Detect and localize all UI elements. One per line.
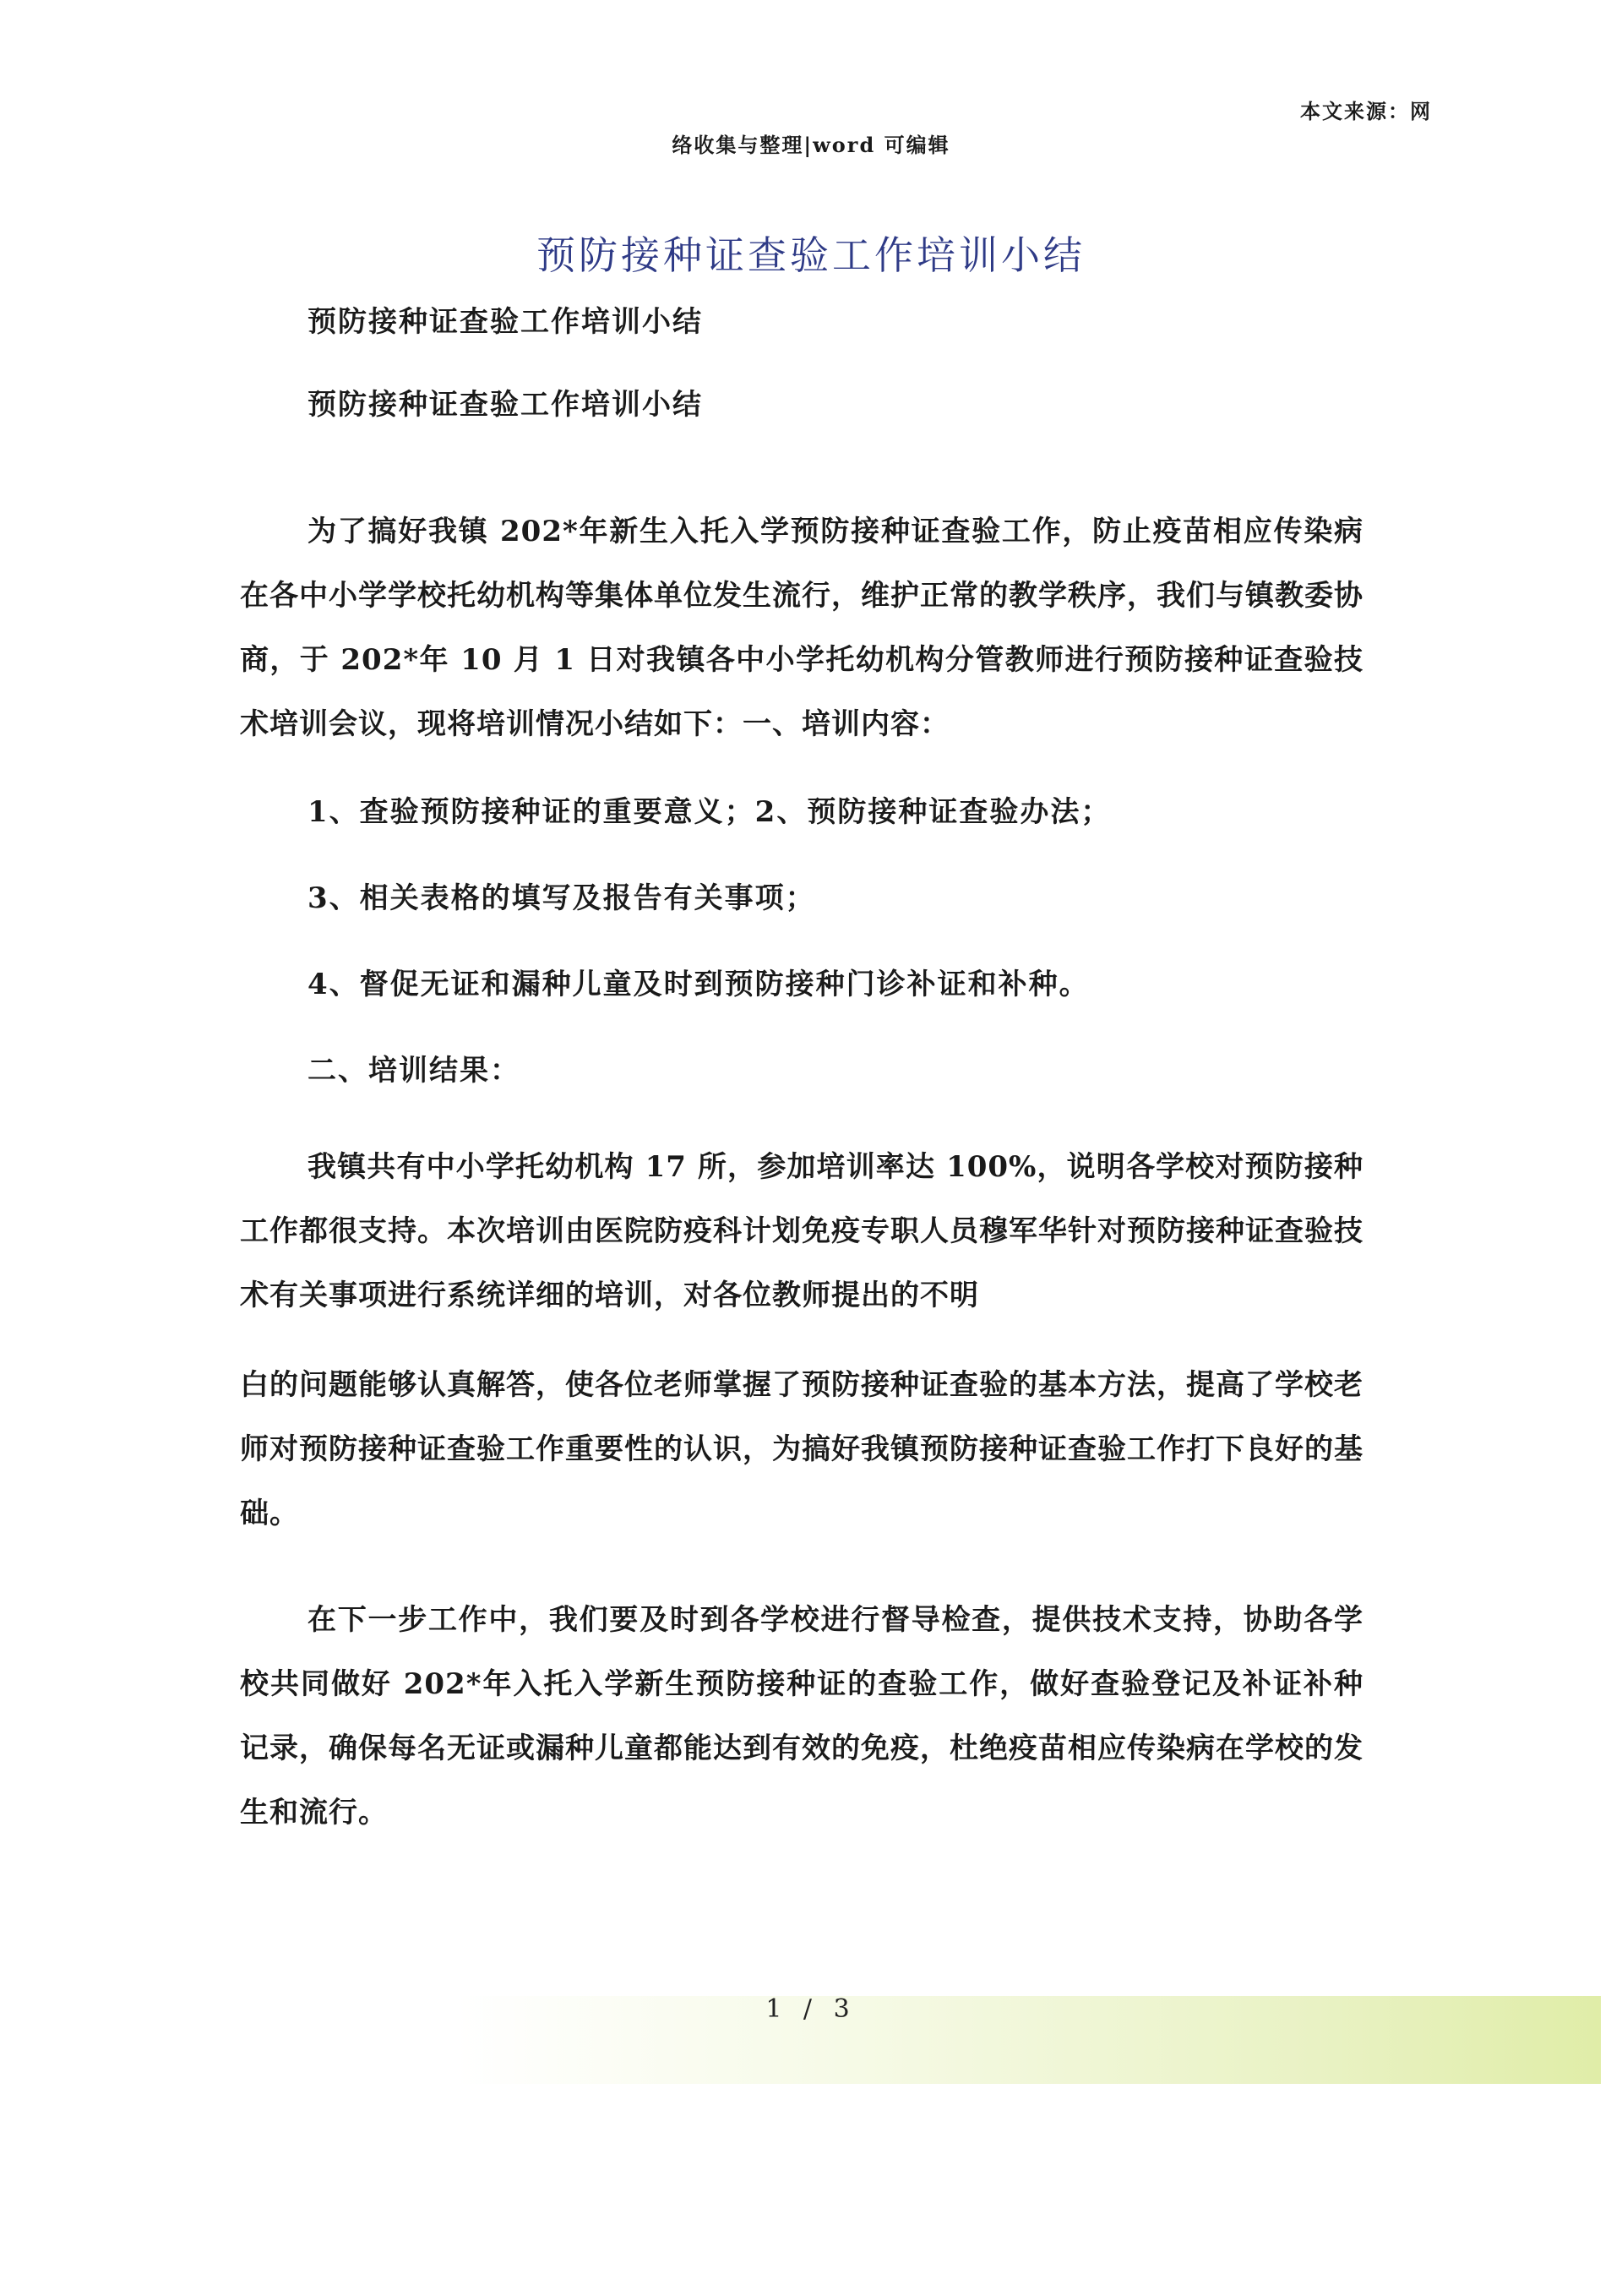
result-paragraph-a: 我镇共有中小学托幼机构 17 所，参加培训率达 100%，说明各学校对预防接种工作都很支持。本次培训由医院防疫科计划免疫专职人员穆军华针对预防接种证查验技术有关事项进行系统详细的培训，对各位教师提出的不明 (240, 1150, 1363, 1312)
subtitle-1: 预防接种证查验工作培训小结 (308, 305, 703, 339)
header-line: 络收集与整理|word 可编辑 (672, 133, 950, 157)
page-number: 1 / 3 (765, 1994, 857, 2024)
list-item: 3、相关表格的填写及报告有关事项； (308, 881, 816, 915)
next-steps-paragraph: 在下一步工作中，我们要及时到各学校进行督导检查，提供技术支持，协助各学校共同做好 202*年入托入学新生预防接种证的查验工作，做好查验登记及补证补种记录，确保每名无证或漏种儿童都能达到有效的免疫，杜绝疫苗相应传染病在学校的发生和流行。 (240, 1603, 1363, 1830)
source-note: 本文来源：网 (1300, 99, 1432, 123)
document-body (240, 300, 1363, 1845)
list-item: 4、督促无证和漏种儿童及时到预防接种门诊补证和补种。 (308, 968, 1090, 1001)
subtitle-2: 预防接种证查验工作培训小结 (308, 388, 703, 422)
document-title: 预防接种证查验工作培训小结 (536, 232, 1086, 278)
result-paragraph-b: 白的问题能够认真解答，使各位老师掌握了预防接种证查验的基本方法，提高了学校老师对预防接种证查验工作重要性的认识，为搞好我镇预防接种证查验工作打下良好的基础。 (240, 1368, 1363, 1530)
intro-paragraph: 为了搞好我镇 202*年新生入托入学预防接种证查验工作，防止疫苗相应传染病在各中小学学校托幼机构等集体单位发生流行，维护正常的教学秩序，我们与镇教委协商，于 202*年 10 月 1 日对我镇各中小学托幼机构分管教师进行预防接种证查验技术培训会议，现将培训情况小结如下：一、培训内容： (240, 515, 1363, 741)
section-heading: 二、培训结果： (308, 1054, 520, 1088)
list-item: 1、查验预防接种证的重要意义；2、预防接种证查验办法； (308, 795, 1112, 829)
